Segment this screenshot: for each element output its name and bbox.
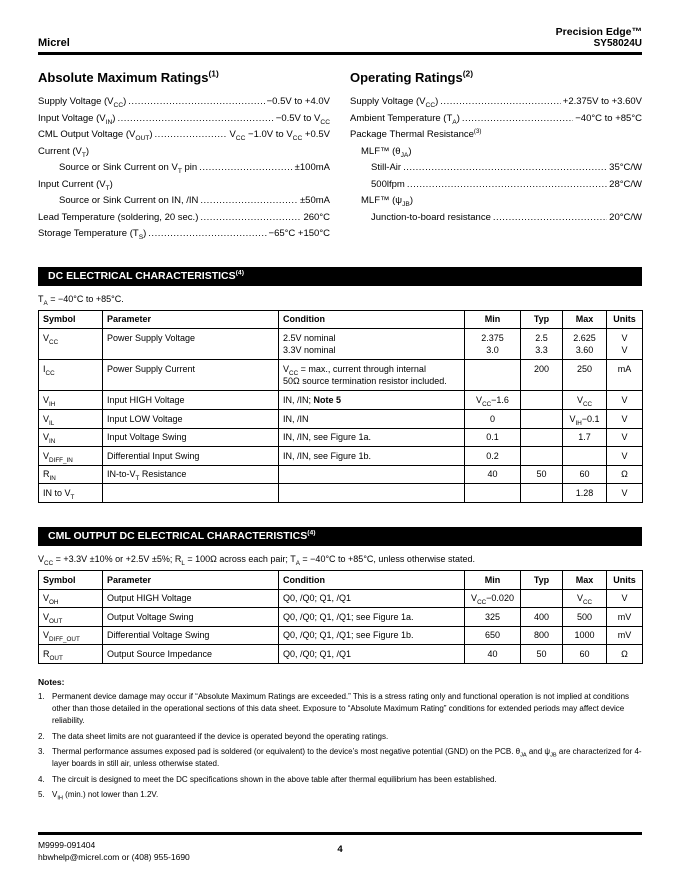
spec-label: MLF™ $(\theta_{JA})$ [361, 145, 412, 159]
cml-output-bar-title: CML OUTPUT DC ELECTRICAL CHARACTERISTICS$^{(4)}$ [38, 527, 642, 546]
cell-parameter [103, 484, 279, 503]
col-typ: Typ [521, 571, 563, 590]
note-number: 2. [38, 731, 45, 741]
dot-leader [462, 111, 573, 128]
dot-leader [199, 160, 292, 177]
cell-typ: 400 [521, 608, 563, 627]
note-number: 5. [38, 790, 45, 799]
table-row [39, 626, 643, 645]
company-name: Micrel [38, 37, 70, 49]
spec-line [350, 111, 642, 128]
spec-line [38, 111, 330, 128]
dot-leader [493, 210, 607, 227]
cell-min: 325 [465, 608, 521, 627]
cell-min [465, 360, 521, 391]
col-condition: Condition [279, 310, 465, 329]
note-item [38, 731, 642, 743]
dot-leader [200, 210, 301, 227]
part-number: SY58024U [593, 38, 642, 49]
doc-number: M9999-091404 [38, 840, 96, 851]
dot-leader [148, 226, 266, 243]
cell-typ [521, 447, 563, 466]
cell-max: $V_{CC}$ [563, 391, 607, 410]
cell-min: 40 [465, 465, 521, 484]
cell-units: V [607, 589, 643, 608]
cell-condition: IN, /IN, see Figure 1b. [279, 447, 465, 466]
table-row [39, 465, 643, 484]
spec-value: −40°C to +85°C [575, 112, 642, 124]
spec-line [38, 177, 330, 194]
spec-line [350, 160, 642, 177]
cell-min: $V_{CC}-1.6$ [465, 391, 521, 410]
dot-leader [440, 94, 560, 111]
cell-typ: 800 [521, 626, 563, 645]
note-number: 4. [38, 774, 45, 784]
spec-line [350, 193, 642, 210]
cell-units: V [607, 484, 643, 503]
cell-max: 250 [563, 360, 607, 391]
cell-units: V V [607, 329, 643, 360]
cell-parameter: Output HIGH Voltage [103, 589, 279, 608]
cell-units: Ω [607, 645, 643, 664]
cell-typ: 50 [521, 465, 563, 484]
spec-value: 20°C/W [609, 211, 642, 223]
col-condition: Condition [279, 571, 465, 590]
cell-min: $V_{CC}-0.020$ [465, 589, 521, 608]
spec-label: Source or Sink Current on IN, /IN [59, 195, 199, 206]
cell-typ: 2.5 3.3 [521, 329, 563, 360]
cell-min: 2.375 3.0 [465, 329, 521, 360]
cell-parameter: Differential Voltage Swing [103, 626, 279, 645]
cell-typ [521, 589, 563, 608]
cell-parameter: Input Voltage Swing [103, 428, 279, 447]
note-item [38, 746, 642, 770]
header-rule [38, 52, 642, 55]
spec-label: Junction-to-board resistance [371, 211, 491, 223]
col-typ: Typ [521, 310, 563, 329]
dc-condition-line: $T_A = -40^\circ C$ to +85°C. [38, 293, 124, 307]
col-parameter: Parameter [103, 571, 279, 590]
dot-leader [155, 127, 228, 144]
spec-label: Input Voltage $(V_{IN})$ [38, 112, 116, 126]
col-symbol: Symbol [39, 310, 103, 329]
cell-parameter: Output Voltage Swing [103, 608, 279, 627]
note-item [38, 691, 642, 727]
table-row [39, 391, 643, 410]
table-row [39, 329, 643, 360]
spec-line [38, 160, 330, 177]
cell-max: 1.7 [563, 428, 607, 447]
note-item [38, 789, 642, 801]
cell-min: 0.1 [465, 428, 521, 447]
spec-value: −0.5V to $V_{CC}$ [275, 112, 330, 126]
cell-condition: Q0, /Q0; Q1, /Q1 [279, 589, 465, 608]
spec-line [350, 127, 642, 144]
page-footer [38, 832, 642, 864]
cell-condition: Q0, /Q0; Q1, /Q1; see Figure 1a. [279, 608, 465, 627]
note-text: The circuit is designed to meet the DC specifications shown in the above table after thermal equilibrium has been established. [52, 774, 497, 784]
cell-symbol: $V_{DIFF\_IN}$ [39, 447, 103, 466]
cell-max [563, 447, 607, 466]
spec-value: 28°C/W [609, 178, 642, 190]
dot-leader [403, 160, 607, 177]
note-text: $V_{IH}$ (min.) not lower than 1.2V. [52, 790, 159, 802]
cell-units: mA [607, 360, 643, 391]
cell-units: V [607, 447, 643, 466]
cell-min [465, 484, 521, 503]
col-parameter: Parameter [103, 310, 279, 329]
cell-symbol: $V_{IN}$ [39, 428, 103, 447]
cell-condition [279, 465, 465, 484]
spec-label: Storage Temperature $(T_S)$ [38, 228, 147, 241]
spec-label: Lead Temperature (soldering, 20 sec.) [38, 211, 199, 223]
page-header [38, 26, 642, 49]
table-row [39, 645, 643, 664]
spec-line [38, 127, 330, 144]
cell-condition: IN, /IN, see Figure 1a. [279, 428, 465, 447]
spec-label: 500lfpm [371, 178, 405, 190]
cell-max: 60 [563, 645, 607, 664]
cell-symbol: $R_{IN}$ [39, 465, 103, 484]
col-units: Units [607, 310, 643, 329]
header-right [556, 26, 642, 49]
col-max: Max [563, 310, 607, 329]
cell-min: 0 [465, 410, 521, 429]
note-text: Permanent device damage may occur if “Absolute Maximum Ratings are exceeded.” This is a stress rating only and functional operation is not implied at conditions other than those detailed in the operational sections of this data sheet. Exposure to “Absolute Maximum Rating” conditions for extended periods may affect device reliability. [52, 692, 630, 725]
notes-section [38, 677, 642, 801]
spec-label: Current $(V_T)$ [38, 145, 90, 159]
cell-symbol: $V_{DIFF\_OUT}$ [39, 626, 103, 645]
table-row [39, 447, 643, 466]
cell-symbol: $V_{OUT}$ [39, 608, 103, 627]
dot-leader [200, 193, 298, 210]
dc-characteristics-bar-title: DC ELECTRICAL CHARACTERISTICS$^{(4)}$ [38, 267, 642, 286]
cell-parameter: $IN-to-V_T$ Resistance [103, 465, 279, 484]
cell-typ [521, 410, 563, 429]
footer-rule [38, 832, 642, 835]
cell-parameter: Input HIGH Voltage [103, 391, 279, 410]
cell-units: V [607, 428, 643, 447]
cell-condition: IN, /IN [279, 410, 465, 429]
section-title-absolute-maximum-ratings: Absolute Maximum Ratings$^{(1)}$ [38, 68, 219, 85]
cell-units: mV [607, 608, 643, 627]
cell-max: 1.28 [563, 484, 607, 503]
cell-max: 500 [563, 608, 607, 627]
table-row [39, 589, 643, 608]
spec-label: Ambient Temperature $(T_A)$ [350, 112, 460, 126]
cell-max: $V_{CC}$ [563, 589, 607, 608]
spec-line [38, 226, 330, 243]
cell-parameter: Power Supply Voltage [103, 329, 279, 360]
cml-condition-line: $V_{CC} = +3.3V \pm 10\%$ or +2.5V ±5%; $R_L = 100\Omega$ across each pair; $T_A = -40^\circ C$ to +85°C, unless otherwise stated. [38, 554, 475, 567]
notes-heading: Notes: [38, 677, 65, 687]
spec-value: ±100mA [294, 162, 330, 173]
col-max: Max [563, 571, 607, 590]
cell-typ: 50 [521, 645, 563, 664]
spec-line [350, 144, 642, 161]
spec-value: +2.375V to +3.60V [562, 96, 642, 107]
spec-line [38, 210, 330, 227]
spec-label: Still-Air [371, 162, 402, 173]
table-row [39, 484, 643, 503]
cml-output-table [38, 570, 643, 664]
cell-symbol: $V_{IL}$ [39, 410, 103, 429]
spec-line [350, 210, 642, 227]
spec-value: −65°C +150°C [268, 228, 330, 239]
spec-label: Supply Voltage $(V_{CC})$ [350, 96, 439, 109]
cell-min: 0.2 [465, 447, 521, 466]
cell-condition: $V_{CC} = \max$., current through internal 50Ω source termination resistor included. [279, 360, 465, 391]
note-number: 3. [38, 747, 45, 756]
cell-condition: Q0, /Q0; Q1, /Q1; see Figure 1b. [279, 626, 465, 645]
cell-condition: Q0, /Q0; Q1, /Q1 [279, 645, 465, 664]
operating-ratings-section [350, 70, 642, 243]
spec-label: Package Thermal Resistance$^{(3)}$ [350, 127, 482, 140]
cell-min: 40 [465, 645, 521, 664]
col-min: Min [465, 571, 521, 590]
cell-max: 1000 [563, 626, 607, 645]
table-row [39, 410, 643, 429]
cell-symbol: $V_{OH}$ [39, 589, 103, 608]
cell-symbol: $V_{CC}$ [39, 329, 103, 360]
cell-typ [521, 391, 563, 410]
spec-line [38, 193, 330, 210]
cell-parameter: Differential Input Swing [103, 447, 279, 466]
table-header-row [39, 310, 643, 329]
cell-units: V [607, 410, 643, 429]
cell-units: Ω [607, 465, 643, 484]
spec-value: ±50mA [299, 195, 330, 206]
cell-parameter: Input LOW Voltage [103, 410, 279, 429]
cell-typ [521, 484, 563, 503]
col-units: Units [607, 571, 643, 590]
col-min: Min [465, 310, 521, 329]
cell-parameter: Output Source Impedance [103, 645, 279, 664]
spec-line [38, 94, 330, 111]
dot-leader [407, 177, 607, 194]
spec-label: CML Output Voltage $(V_{OUT})$ [38, 129, 153, 142]
note-text: Thermal performance assumes exposed pad is soldered (or equivalent) to the device’s most negative potential (GND) on the PCB. $\theta_{JA}$ and $\psi_{JB}$ are characterized for 4-layer boards in still air, unless otherwise stated. [52, 747, 642, 768]
cell-symbol: $I_{CC}$ [39, 360, 103, 391]
cell-typ: 200 [521, 360, 563, 391]
contact-info: hbwhelp@micrel.com or (408) 955-1690 [38, 852, 190, 863]
dc-characteristics-table [38, 310, 643, 504]
note-number: 1. [38, 692, 45, 701]
col-symbol: Symbol [39, 571, 103, 590]
cell-max: $V_{IH}-0.1$ [563, 410, 607, 429]
table-header-row [39, 571, 643, 590]
cell-units: mV [607, 626, 643, 645]
table-row [39, 360, 643, 391]
section-title-operating-ratings: Operating Ratings$^{(2)}$ [350, 68, 473, 85]
cell-condition [279, 484, 465, 503]
brand-name: Precision Edge™ [555, 26, 642, 38]
spec-line [350, 177, 642, 194]
dot-leader [128, 94, 264, 111]
spec-value: 260°C [303, 211, 330, 223]
spec-label: Input Current $(V_T)$ [38, 178, 113, 192]
ratings-row [38, 70, 642, 243]
note-text: The data sheet limits are not guaranteed if the device is operated beyond the operating ratings. [52, 731, 389, 741]
table-row [39, 608, 643, 627]
dot-leader [117, 111, 273, 128]
spec-value: −0.5V to +4.0V [266, 96, 330, 107]
table-row [39, 428, 643, 447]
spec-value: 35°C/W [609, 162, 642, 173]
cell-symbol: $V_{IH}$ [39, 391, 103, 410]
spec-label: MLF™ $(\psi_{JB})$ [361, 195, 413, 208]
note-item [38, 774, 642, 786]
cell-condition: 2.5V nominal 3.3V nominal [279, 329, 465, 360]
spec-value: $V_{CC} -1.0V$ to $V_{CC} +0.5V$ [229, 129, 330, 142]
cell-symbol: $R_{OUT}$ [39, 645, 103, 664]
page-number: 4 [337, 844, 343, 856]
cell-typ [521, 428, 563, 447]
spec-label: Supply Voltage $(V_{CC})$ [38, 96, 127, 109]
cell-max: 60 [563, 465, 607, 484]
cell-condition: IN, /IN; Note 5 [279, 391, 465, 410]
spec-label: Source or Sink Current on $V_T$ pin [59, 162, 198, 175]
cell-parameter: Power Supply Current [103, 360, 279, 391]
spec-line [38, 144, 330, 161]
footer-row [38, 840, 642, 864]
cell-min: 650 [465, 626, 521, 645]
cell-max: 2.625 3.60 [563, 329, 607, 360]
absolute-maximum-ratings-section [38, 70, 330, 243]
cell-symbol: IN to $V_T$ [39, 484, 103, 503]
spec-line [350, 94, 642, 111]
cell-units: V [607, 391, 643, 410]
